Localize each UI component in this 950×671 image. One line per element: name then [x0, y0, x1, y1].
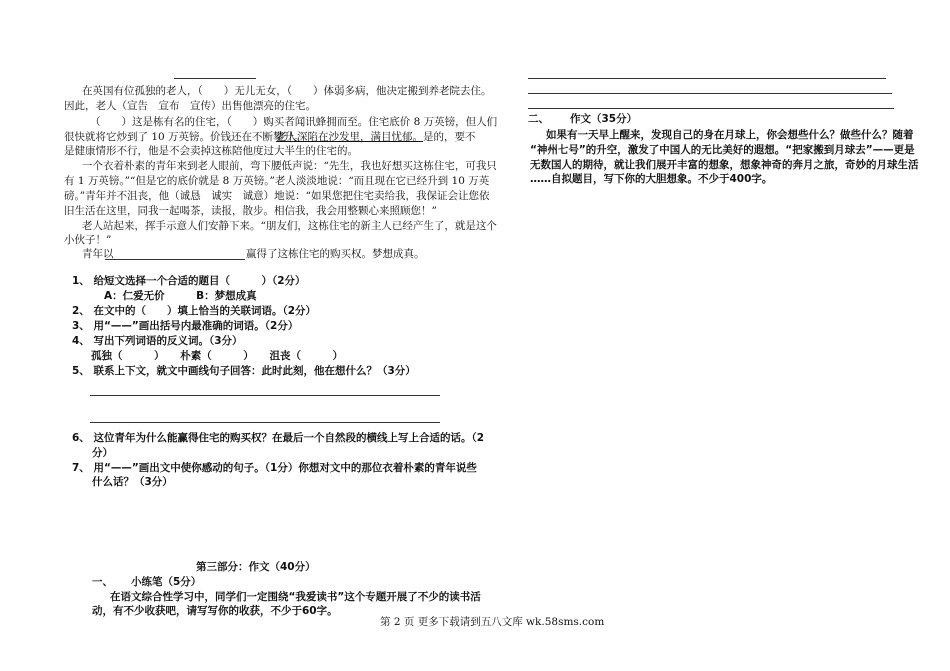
passage-p2-line1: （ ）这是栋有名的住宅，（ ）购买者闻讯蜂拥而至。住宅底价 8 万英镑，但人们 [90, 116, 498, 128]
composition-number: 二、 [528, 113, 549, 125]
passage-text: 是的，要不 [423, 131, 476, 143]
passage-p2-line3 [276, 131, 476, 143]
composition-prompt-line4: ……自拟题目，写下你的大胆想象。不少于400字。 [530, 173, 773, 185]
writing-line-2[interactable] [528, 93, 892, 94]
page-footer: 第 2 页 更多下载请到五八文库 wk.58sms.com [380, 616, 605, 628]
passage-p3-line3: 磅。”青年并不沮丧，他（诚恳 诚实 诚意）地说：“如果您把住宅卖给我，我保证会让您依 [64, 190, 490, 202]
composition-prompt-line1: 如果有一天早上醒来，发现自己的身在月球上，你会想些什么？做些什么？随着 [546, 129, 914, 141]
answer-blank-line[interactable] [105, 259, 245, 260]
passage-p1-line1: 在英国有位孤独的老人，（ ）无儿无女，（ ）体弱多病，他决定搬到养老院去住。 [82, 85, 492, 97]
passage-p1-line2: 因此，老人（宣告 宣布 宣传）出售他漂亮的住宅。 [64, 100, 316, 112]
writing-line-3[interactable] [528, 108, 894, 109]
passage-p4-line2: 小伙子！” [64, 234, 112, 246]
top-rule [174, 78, 256, 79]
question-3: 3、 用“——”画出括号内最准确的词语。（2分） [72, 320, 299, 332]
part3-section1-number: 一、 [92, 576, 113, 588]
question-6-line2: 分） [92, 447, 113, 459]
passage-p3-line4: 旧生活在这里，同我一起喝茶，读报，散步。相信我，我会用整颗心来照顾您！” [64, 205, 437, 217]
part3-section1-line2: 动，有不少收获吧，请写写你的收获，不少于60字。 [92, 605, 338, 617]
question-1: 1、 给短文选择一个合适的题目（ ）（2分） [72, 275, 306, 287]
part3-section1-title: 小练笔（5分） [131, 576, 202, 588]
question-6-line1: 6、 这位青年为什么能赢得住宅的购买权？在最后一个自然段的横线上写上合适的话。（2 [72, 432, 485, 444]
passage-p3-line1: 一个衣着朴素的青年来到老人眼前，弯下腰低声说：“先生，我也好想买这栋住宅，可我只 [82, 160, 497, 172]
question-1-options: A：仁爱无价 B：梦想成真 [104, 290, 257, 302]
writing-line-1[interactable] [528, 78, 886, 79]
part3-section1-line1: 在语文综合性学习中，同学们一定围绕“我爱读书”这个专题开展了不少的读书活 [110, 591, 481, 603]
composition-prompt-line3: 无数国人的期待，就让我们展开丰富的想象，想象神奇的奔月之旅，奇妙的月球生活 [530, 159, 919, 171]
passage-p2-line2: 很快就将它炒到了 10 万英镑。价钱还在不断攀升。 [64, 131, 305, 143]
passage-p5-end: 赢得了这栋住宅的购买权。梦想成真。 [246, 248, 425, 260]
question-4-words: 孤独（ ） 朴素（ ） 沮丧（ ） [91, 350, 343, 362]
question-2: 2、 在文中的（ ）填上恰当的关联词语。（2分） [72, 305, 317, 317]
passage-p4-line1: 老人站起来，挥手示意人们安静下来。“朋友们，这栋住宅的新主人已经产生了，就是这个 [82, 220, 497, 232]
composition-prompt-line2: “神州七号”的升空，激发了中国人的无比美好的遐想。“把家搬到月球去”——更是 [530, 144, 915, 156]
answer-line-1[interactable] [90, 395, 440, 396]
question-4: 4、 写出下列词语的反义词。（3分） [72, 335, 243, 347]
question-7-line1: 7、 用“——”画出文中使你感动的句子。（1分）你想对文中的那位衣着朴素的青年说些 [72, 462, 477, 474]
question-7-line2: 什么话？（3分） [92, 476, 173, 488]
passage-p2-line4: 是健康情形不行，他是不会卖掉这栋陪他度过大半生的住宅的。 [64, 145, 358, 157]
part3-title: 第三部分：作文（40分） [196, 561, 316, 573]
composition-title: 作文（35分） [570, 113, 638, 125]
passage-p3-line2: 有 1 万英镑。”“但是它的底价就是 8 万英镑。”老人淡淡地说：“而且现在它已经升到 10 万英 [64, 175, 490, 187]
passage-p5-start: 青年以 [82, 248, 114, 260]
answer-line-2[interactable] [90, 422, 440, 423]
question-5: 5、 联系上下文，就文中画线句子回答：此时此刻，他在想什么？（3分） [72, 365, 416, 377]
underlined-sentence: 老人深陷在沙发里，满目忧郁。 [276, 131, 423, 143]
